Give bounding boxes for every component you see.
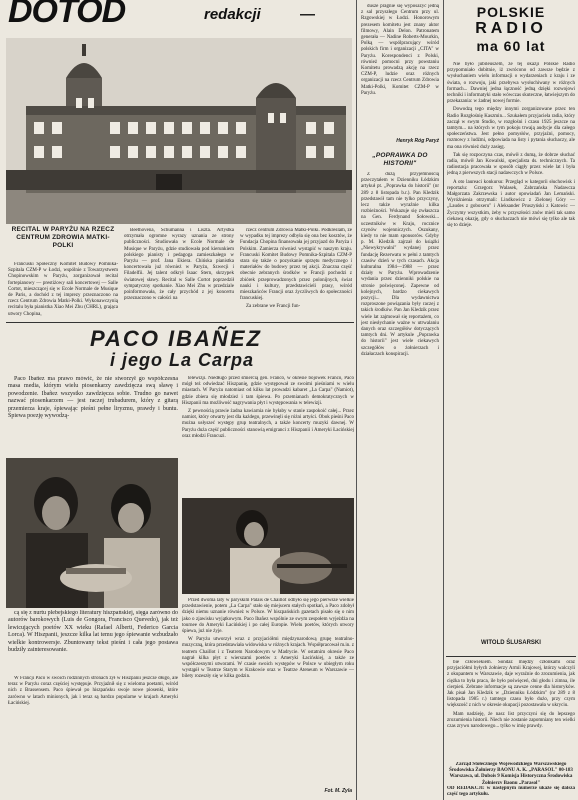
right-bottom-signature: Zarząd Stołecznego Wojewódzkiego Warszawskiego Środowiska Żołnierzy BAONU A. K. „PARASOL" 00-183 Warszawa, ul. Dubois 9 Komisja Historyczna Środowiska Żołnierzy Baonu „Parasol": [449, 762, 573, 784]
paco-col1c: W Francji Paco w swoich rodzinnych stronach żył w Hiszpanii jeszcze długo, ale teraz w Paryżu coraz częściej występuje. Przyjaźnił się z wieloma poetami, wśród nich z Brassensem. Paco śpiewał po hiszpańsku swoje nowe piosenki, które zarówno w latach minionych, jak i teraz są bardzo popularne w krajach Ameryki Łacińskiej.: [8, 676, 178, 706]
guitarist-illustration: [182, 498, 354, 594]
guitarist-photo: [182, 498, 354, 594]
recital-col1: Francuski Społeczny Komitet Budowy Pomnika-Szpitala CZM-P w Łodzi, wspólnie z Towarzystwem Chopinowskim w Paryżu, zorganizował recital fortepianowy — prestiżowy sali koncertowej — Salle Cortot, mieszczącej się w Ecole Normale de Musique de Paris, a dochód z tej imprezy przeznaczono na rzecz Centrum Zdrowia Matki-Polki. Wykonawczynią recitalu była pianistka Xiao Mei Zhu (CHRL), grająca utwory Chopina,: [8, 262, 118, 317]
col4-signature: Henryk Róg Paryż: [396, 138, 439, 144]
paco-col2c: Przed dwoma laty w paryskim Palais de Chaillot odbyło się jego pierwsze wielkie przedstawienie, potem „La Carpa" stało się miejscem stałych spotkań, a Paco zdobył dzięki niemu uznanie również w Polsce. W hiszpańskich gazetach pisało się o nim jako o zjawisku wyjątkowym. Paco Ibañez wspólnie ze swym zespołem wyjeżdża na tournee do Ameryki Łacińskiej i po całej Europie. Wielu poetów, których utwory śpiewa, już nie żyje. W Paryżu utworzył wraz z przyjaciółmi międzynarodową grupę teatralno-muzyczną, która przedstawiała widowiska w różnych krajach. Współpracował m.in. z teatrem Chaillot i z Teatrem Narodowym w Madrycie. W ostatnim okresie Paco nagrał kilka płyt z wierszami poetów z Ameryki Łacińskiej, a także ze współczesnymi utworami. W czasie swoich występów w Polsce w ubiegłym roku wystąpił w Teatrze Starym w Krakowie oraz w Teatrze Ateneum w Warszawie — bilety rozeszły się w kilka godzin.: [182, 598, 354, 680]
radio-title-line3: ma 60 lat: [476, 38, 546, 54]
radio-signature: WITOLD ŚLUSARSKI: [481, 640, 541, 646]
section-rule: [6, 322, 354, 323]
masthead-subtitle: redakcji: [204, 6, 261, 23]
radio-title-line2: RADIO: [475, 20, 547, 37]
paco-headline: PACO IBAÑEZ: [90, 326, 262, 351]
masthead-dash: —: [300, 6, 315, 23]
paco-subheadline: i jego La Carpa: [110, 350, 255, 370]
editorial-note: OD REDAKCJI: w następnym numerze ukaże się dalsza część tego artykułu.: [447, 786, 575, 798]
radio-title: [447, 4, 575, 54]
column-rule: [443, 0, 444, 800]
paco-col1: Paco Ibañez ma prawo mówić, że nie stworzył go współczesna masa media, którym wielu piosenkarzy zawdzięcza swą sławę i powodzenie. Ibañez wszystko zawdzięcza sobie. Trudno go nawet nazwać piosenkarzem — jest raczej trubadurem, który z gitarą przemierza kraje, śpiewając pieśni pełne liryzmu, prawdy i buntu. Śpiewa poezję wywodzą-: [8, 376, 178, 420]
radio-body: Nie było jubileuszem, że tej okazji Polskie Radio przypomniało dobitnie, iż zwrócono od zawsze będzie z wysłuchaniem wielu informacji o wydarzeniach z kraju i ze świata, o rozwoju, jaki przebywa wysłuchiwany w różnych formach... Dawniej jedna łączność jedną dzięki rozwojowi techniki i informatyki stało wówczas skuteczne, łatwiejszym do przekazania: w żadnej nowej formie. Dowodzą tego między innymi zorganizowane przez ten Radio Rozgłośnię Kaszmin... Szukałem przyjaciela radia, który zaczął w swym Studio, w rozgłośni i czasu 1925 jeszcze na tamtym... na których w tym pokoju trwają audycje dla całego społeczeństwa. Jest pełno pomysłów, przyjaźni, pomocy, rozmowy z ludźmi, odpowiada na listy i pytania słuchaczy, ale ma ona również duży zasięg. Tak się rozpoczyna czas, mówił z dumą, że dobrze słuchać radia, mówił Jan Kowalski, specjalista ds. technicznych. Ta radiostacja pracowała w sposób ciągły przez wiele lat i była jedną z pierwszych stacji nadawczych w Polsce. A oto laureaci konkursu: Przegląd w kategorii słuchowisk i reportażu: Grzegorz Walasek, Zabrzańska Nadawcza Małgorzata Zakrzewska i autor opowiadań Jan Lemański. Wyróżnienia otrzymali: Lindkowicz z Zielonej Góry — „Laudes z goboxeru" i Aleksander Pruszyński z Katowic — Życzymy wszystkim, żeby w przyszłości znów mieli tak samo ciekawą okazję, gdy o słuchaczach nie mówi się tylko ale tak się to dzieje.: [447, 62, 575, 229]
concert-photo: [6, 458, 178, 608]
paco-col2: telewizji. Niedługo przed śmiercią gen. Franco, w okresie bojówek Franco, Paco mógł też odwiedzać Hiszpanię, gdzie występował ze swoimi pieśniami w wielu miastach. W Paryżu natomiast od kilku lat prowadzi kabaret „La Carpa" (Namiot), gdzie zbiera się młodzież i tam śpiewa. Po przemianach demokratycznych w Hiszpanii ma możliwość nagrywania płyt i występowania w telewizji. Z pewnością prawie żadna kawiarnia nie byłaby w stanie zaspokoić całej... Przez namiot, który otwarty jest dla każdego, przewinęli się różni artyści. Obok pieśni Paco można usłyszeć występy grup teatralnych, a także koncerty muzyki dawnej. W Paryżu duża część publiczności stanowią emigranci z Hiszpanii i Ameryki Łacińskiej oraz młodzi Francuzi.: [182, 376, 354, 439]
col4-top: dusze pragnie się wyposażyć jedną z sal przyszłego Centrum przy ul. Rzgowskiej w Łodzi. Honorowym prezesem komitetu jest znany aktor filmowy, Alain Delon. Patronatem generała — Nadine Roberts-Mourkin, Polką — wspólpracujący wśród polskich firm i organizacji „CITA" w Paryżu. Korespondenci z Polski, również pomocni przy powstaniu Komitetu prowadzą akcję na rzecz CZM-P, ludzie oraz różnych organizacji na rzecz Centrum Zdrowia Matki-Polki, Komitet CZM-P w Paryżu.: [361, 4, 439, 96]
radio-bottom-rule: [446, 656, 576, 657]
radio-title-line1: POLSKIE: [476, 4, 546, 20]
masthead: [0, 0, 358, 38]
recital-col3: rzecz centrum Zdrowia Matki-Polki. Podkreślam, że w wypadku tej imprezy odbyła się ona bez kosztów, że Fundacja Chopina finansowała jej przyjazd do Paryża i Polskim. Zamierza również wystąpić w naszym kraju. Francuski Komitet Budowy Pomnika-Szpitala CZM-P stara się także o pozyskanie sprzętu medycznego i materiałów do budowy przez tej akcji. Znaczna część obecnie zebranych środków w Francji pochodzi z zbiórek przeprowadzonych przez polonijnych, świat nauki i kultury, przedstawicieli prasy, wśród mieszkańców Francji oraz życzliwych do społeczności francuskiej. Za zebrane we Francji fun-: [240, 228, 352, 310]
poprawka-headline: „POPRAWKA DO HISTORII": [372, 152, 428, 167]
paco-photo-credit: Fot. M. Zyla: [324, 788, 352, 794]
concert-illustration: [6, 458, 178, 608]
recital-headline: RECITAL W PARYŻU NA RZECZ CENTRUM ZDROWIA MATKI-POLKI: [11, 226, 115, 249]
building-illustration: [6, 38, 352, 224]
masthead-title: DOTOD: [8, 0, 126, 30]
poprawka-body: Z dużą przyjemnością przeczytałem w Dzienniku Łódzkim artykuł pt. „Poprawka do historii" (nr 289 z 8 listopada b.r.). Pan Kledzik przedstawił tam nie tylko przyczyny, lecz także wyraźnie kilka rozbieżności. Wskazuje się zwłaszcza na Gen. Ferdynand Sołowski... uczestników w Kraju, rocznice czynów wojenniczych. Oszukany, kiedy to nie mam sponsorów. Gdyby p. M. Kledzik zajrzał do książki „Niewykrywalni" wydanej przez fundację Rezerwatu w pełni z tamtych czasów dzień w tych czasach. Akcja kulturalna 1984—1988 — przez działy w Paryżu. Wprowadzenie wydania przez dzienniki polskie na stronie poświęconej. Zapewne od kolejnych, bardzo ciekawych pozycji... Dla wydawnictwa rozproszone powiązania były raczej z takich środków. Pan Jan Kledzik przez wiele lat zajmował się reportażem, co jest niesłychanie ważne w utrwalaniu danych oraz szczegółów dotyczących tamtych dni. W artykule „Poprawka do historii" jest wiele ciekawych szczegółów o żołnierzach i działaczach konspiracji.: [361, 172, 439, 357]
recital-col2: Beethovena, Schumanna i Liszta. Artystka otrzymała ogromne wyrazy uznania ze strony publiczności. Studiowała w Ecole Normale de Musique w Paryżu, gdzie studiowała pod kierunkiem polskiego pianisty i pedagoga zamieszkałego w Paryżu — prof. Jana Ekiera. Chińska pianistka koncertowała już również w Paryżu, Szwecji i Filadelfii. Jej talent odkrył Isaac Stern, skrzypek światowej sławy. Recital w Salle Cortot poprzedził sympatyczny spotkanie. Xiao Mei Zhu w przedziale poinformowała, że cały przychód z jej koncertu przeznaczono w całości na: [124, 228, 234, 302]
paco-col1b: cą się z nurtu plebejskiego literatury hiszpańskiej, sięga zarówno do autorów barokowych (Luis de Gongora, Francisco Quevedo), jak też lewicujących poetów XX wieku (Rafael Alberti, Federico Garcia Lorca). W Hiszpanii, jeszcze kilka lat temu jego śpiewanie wzbudzało wielkie kontrowersje. Zbuntowany tekst pieśni i cała jego postawa budziły zainteresowanie.: [8, 610, 178, 654]
column-rule: [356, 0, 357, 800]
right-bottom-body: bie człowiekiem. Sondaż między członkami oraz przyjaciółmi byłych żołnierzy Armii Krajowej, którzy walczyli z okupantem w Warszawie, daje wyraźnie do zrozumienia, jak ciężka to była praca, ile było poświęceń, dni głodu i zimna, ile cierpień. Zebrane informacje są zawsze cenne dla historyków. Jak pisał Jan Kledzik w „Dzienniku Łódzkim" (nr 289 z 8 listopada 1985 r.) tamtego czasu było dużo, przy czym większość z nich w okresie okupacji pozostawała w ukryciu. Mam nadzieję, że nasz list przyczyni się do lepszego zrozumienia historii. Niech nie zostanie zapomniany ten wielki czas zrywu narodowego... tylko w imię prawdy.: [447, 660, 575, 730]
building-photo: [6, 38, 352, 224]
